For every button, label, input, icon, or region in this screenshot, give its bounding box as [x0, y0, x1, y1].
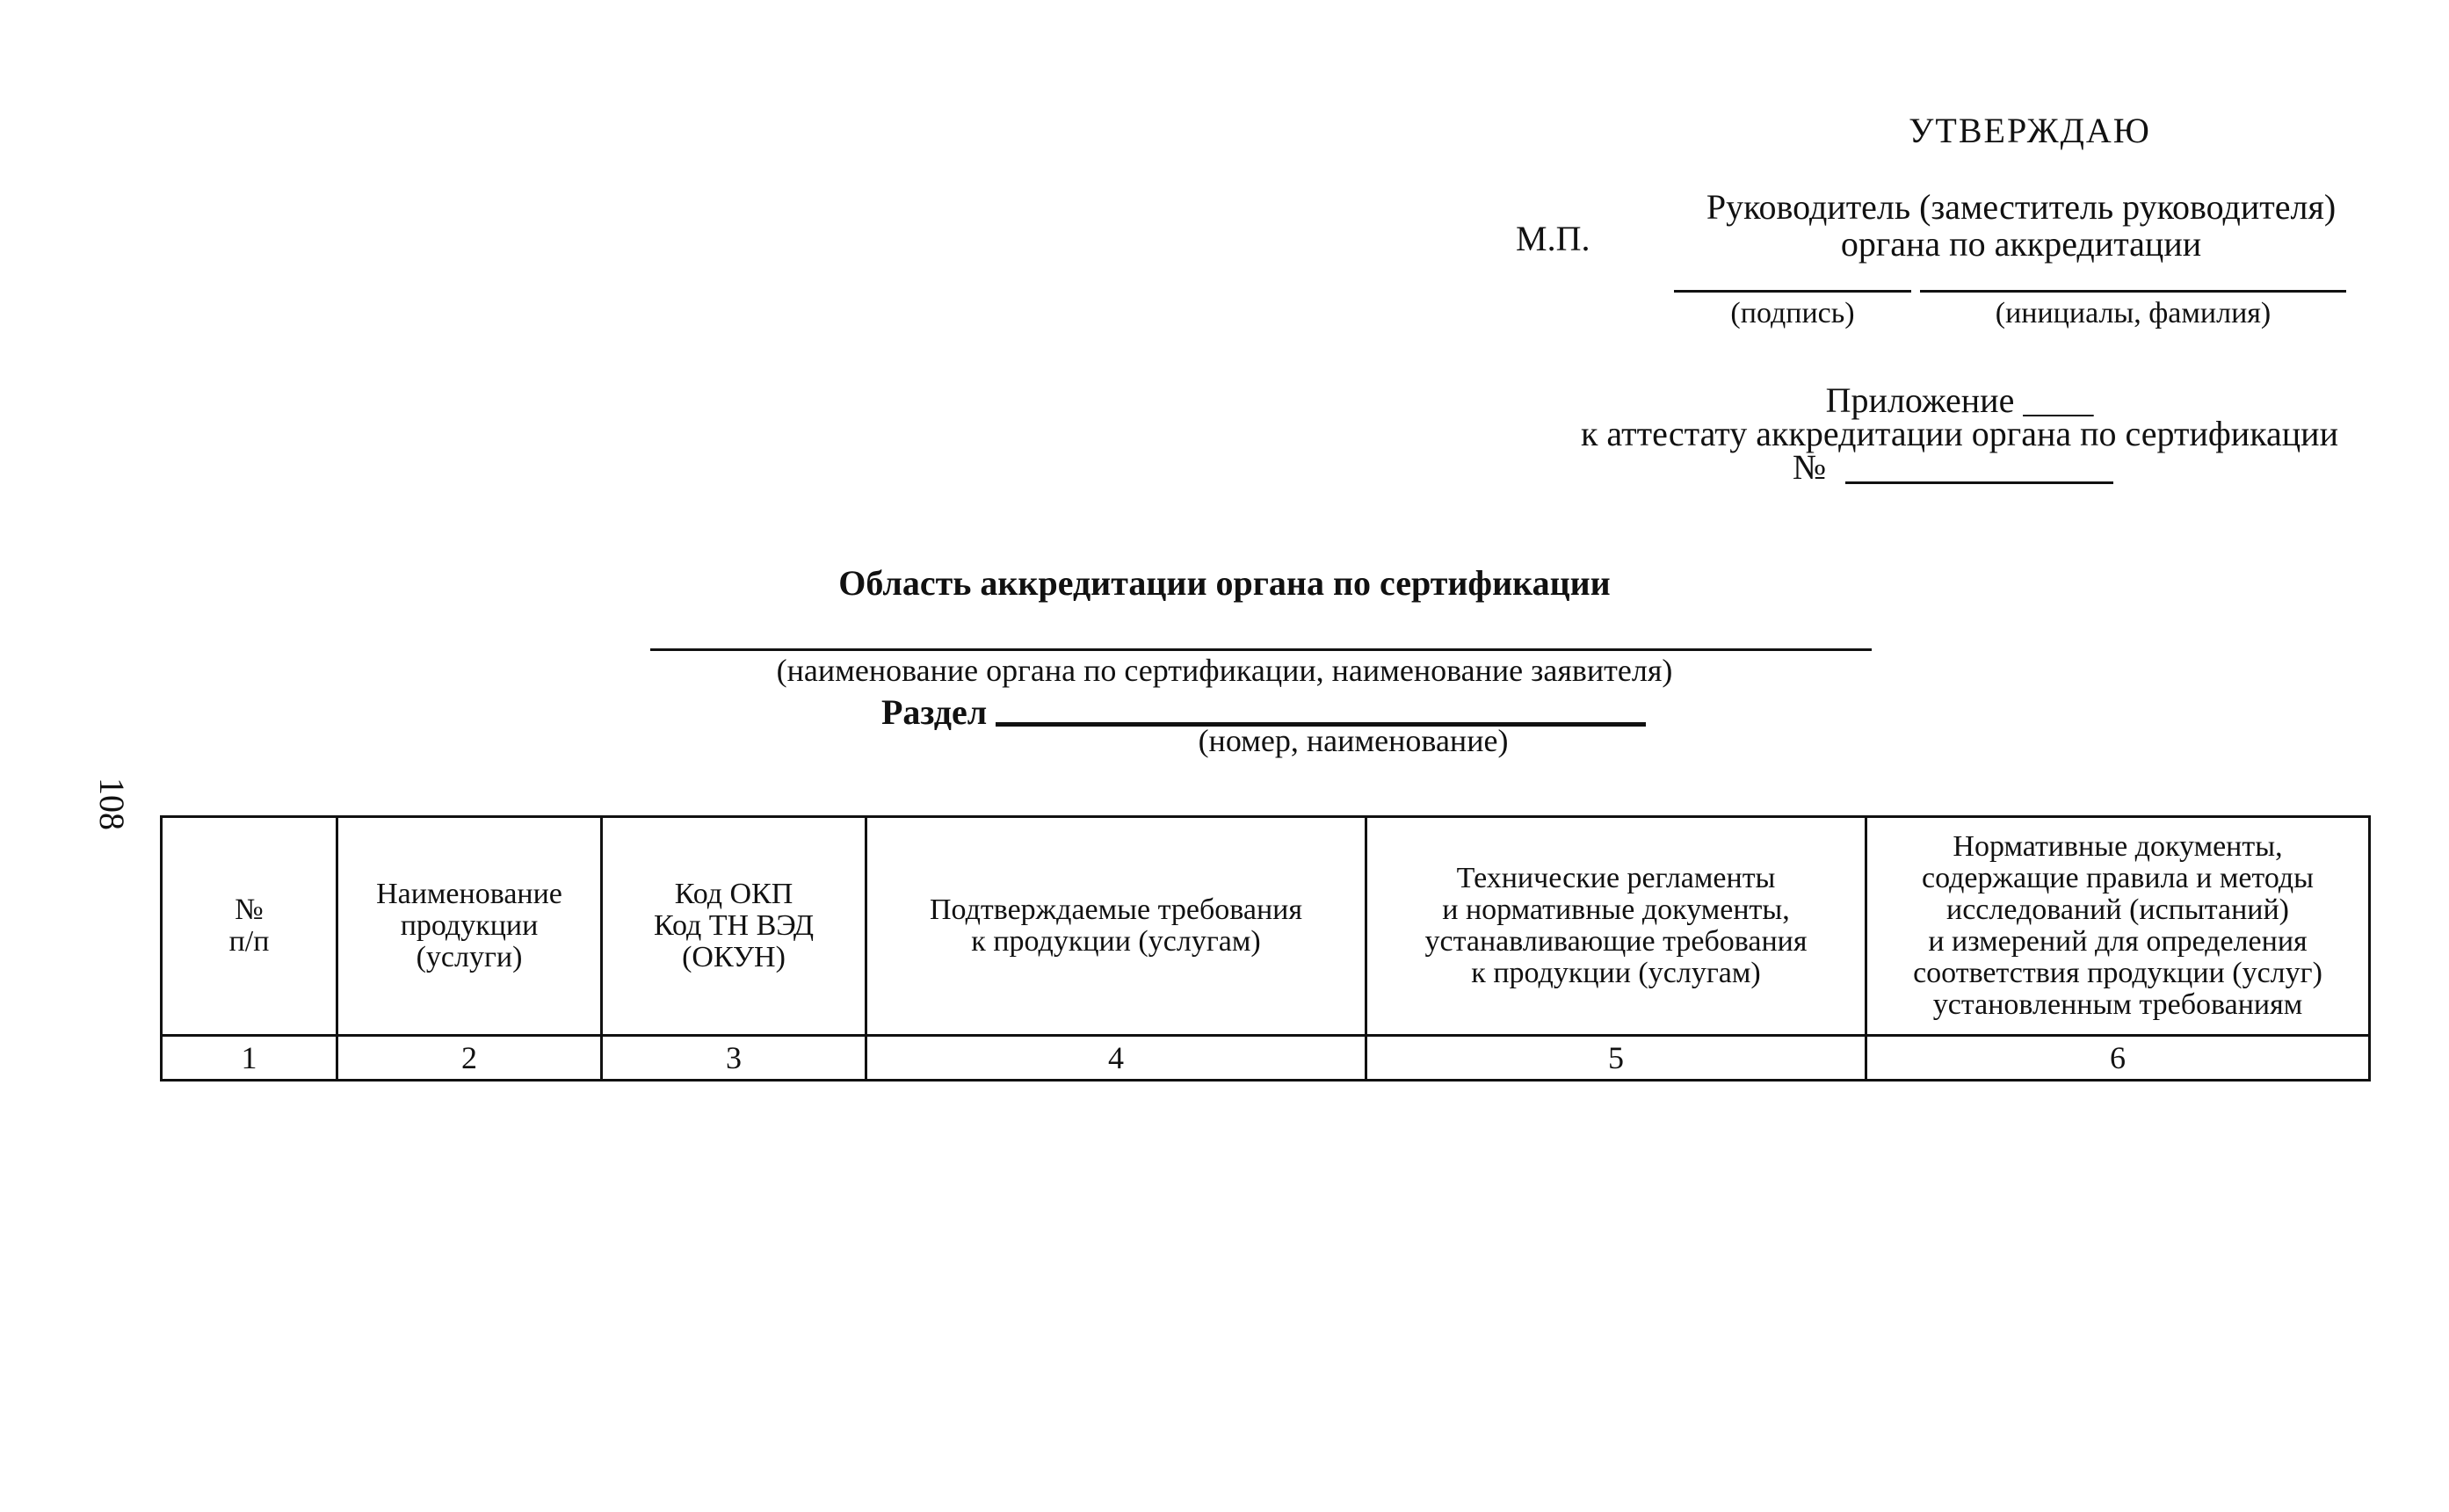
- section-caption: (номер, наименование): [1198, 723, 1509, 758]
- approver-position-line2: органа по аккредитации: [1840, 224, 2202, 264]
- approval-heading: УТВЕРЖДАЮ: [1909, 111, 2151, 150]
- column-number-cell: 5: [1366, 1036, 1866, 1081]
- column-number-cell: 4: [866, 1036, 1366, 1081]
- document-title: Область аккредитации органа по сертификации: [838, 563, 1611, 603]
- header-cell-requirements: Подтверждаемые требования к продукции (услугам): [866, 817, 1366, 1036]
- signature-caption: (подпись): [1730, 297, 1855, 329]
- column-number-cell: 3: [602, 1036, 866, 1081]
- organ-name-caption: (наименование органа по сертификации, наименование заявителя): [776, 653, 1673, 688]
- header-cell-regulations: Технические регламенты и нормативные документы, устанавливающие требования к продукции (услугам): [1366, 817, 1866, 1036]
- name-line: [1920, 290, 2346, 293]
- header-cell-codes: Код ОКП Код ТН ВЭД (ОКУН): [602, 817, 866, 1036]
- table-header-row: [162, 817, 2370, 1036]
- column-number-cell: 6: [1866, 1036, 2370, 1081]
- table-numbering-row: [162, 1036, 2370, 1081]
- organ-name-line: [650, 648, 1872, 651]
- header-cell-number: № п/п: [162, 817, 337, 1036]
- column-number-cell: 1: [162, 1036, 337, 1081]
- header-cell-product-name: Наименование продукции (услуги): [337, 817, 602, 1036]
- header-cell-test-methods: Нормативные документы, содержащие правила и методы исследований (испытаний) и измерений для определения соответствия продукции (услуг) установленным требованиям: [1866, 817, 2370, 1036]
- name-caption: (инициалы, фамилия): [1995, 297, 2271, 329]
- appendix-line2: к аттестату аккредитации органа по сертификации: [1580, 414, 2338, 453]
- accreditation-scope-table: [160, 815, 2371, 1082]
- appendix-number-line: [1845, 481, 2113, 484]
- page-number: 108: [92, 778, 132, 830]
- appendix-line1: Приложение ____: [1825, 380, 2094, 420]
- signature-line: [1674, 290, 1911, 293]
- section-label: Раздел: [881, 692, 988, 732]
- appendix-number-label: №: [1793, 447, 1827, 487]
- column-number-cell: 2: [337, 1036, 602, 1081]
- approver-position-line1: Руководитель (заместитель руководителя): [1706, 187, 2337, 227]
- stamp-placeholder: М.П.: [1516, 219, 1590, 258]
